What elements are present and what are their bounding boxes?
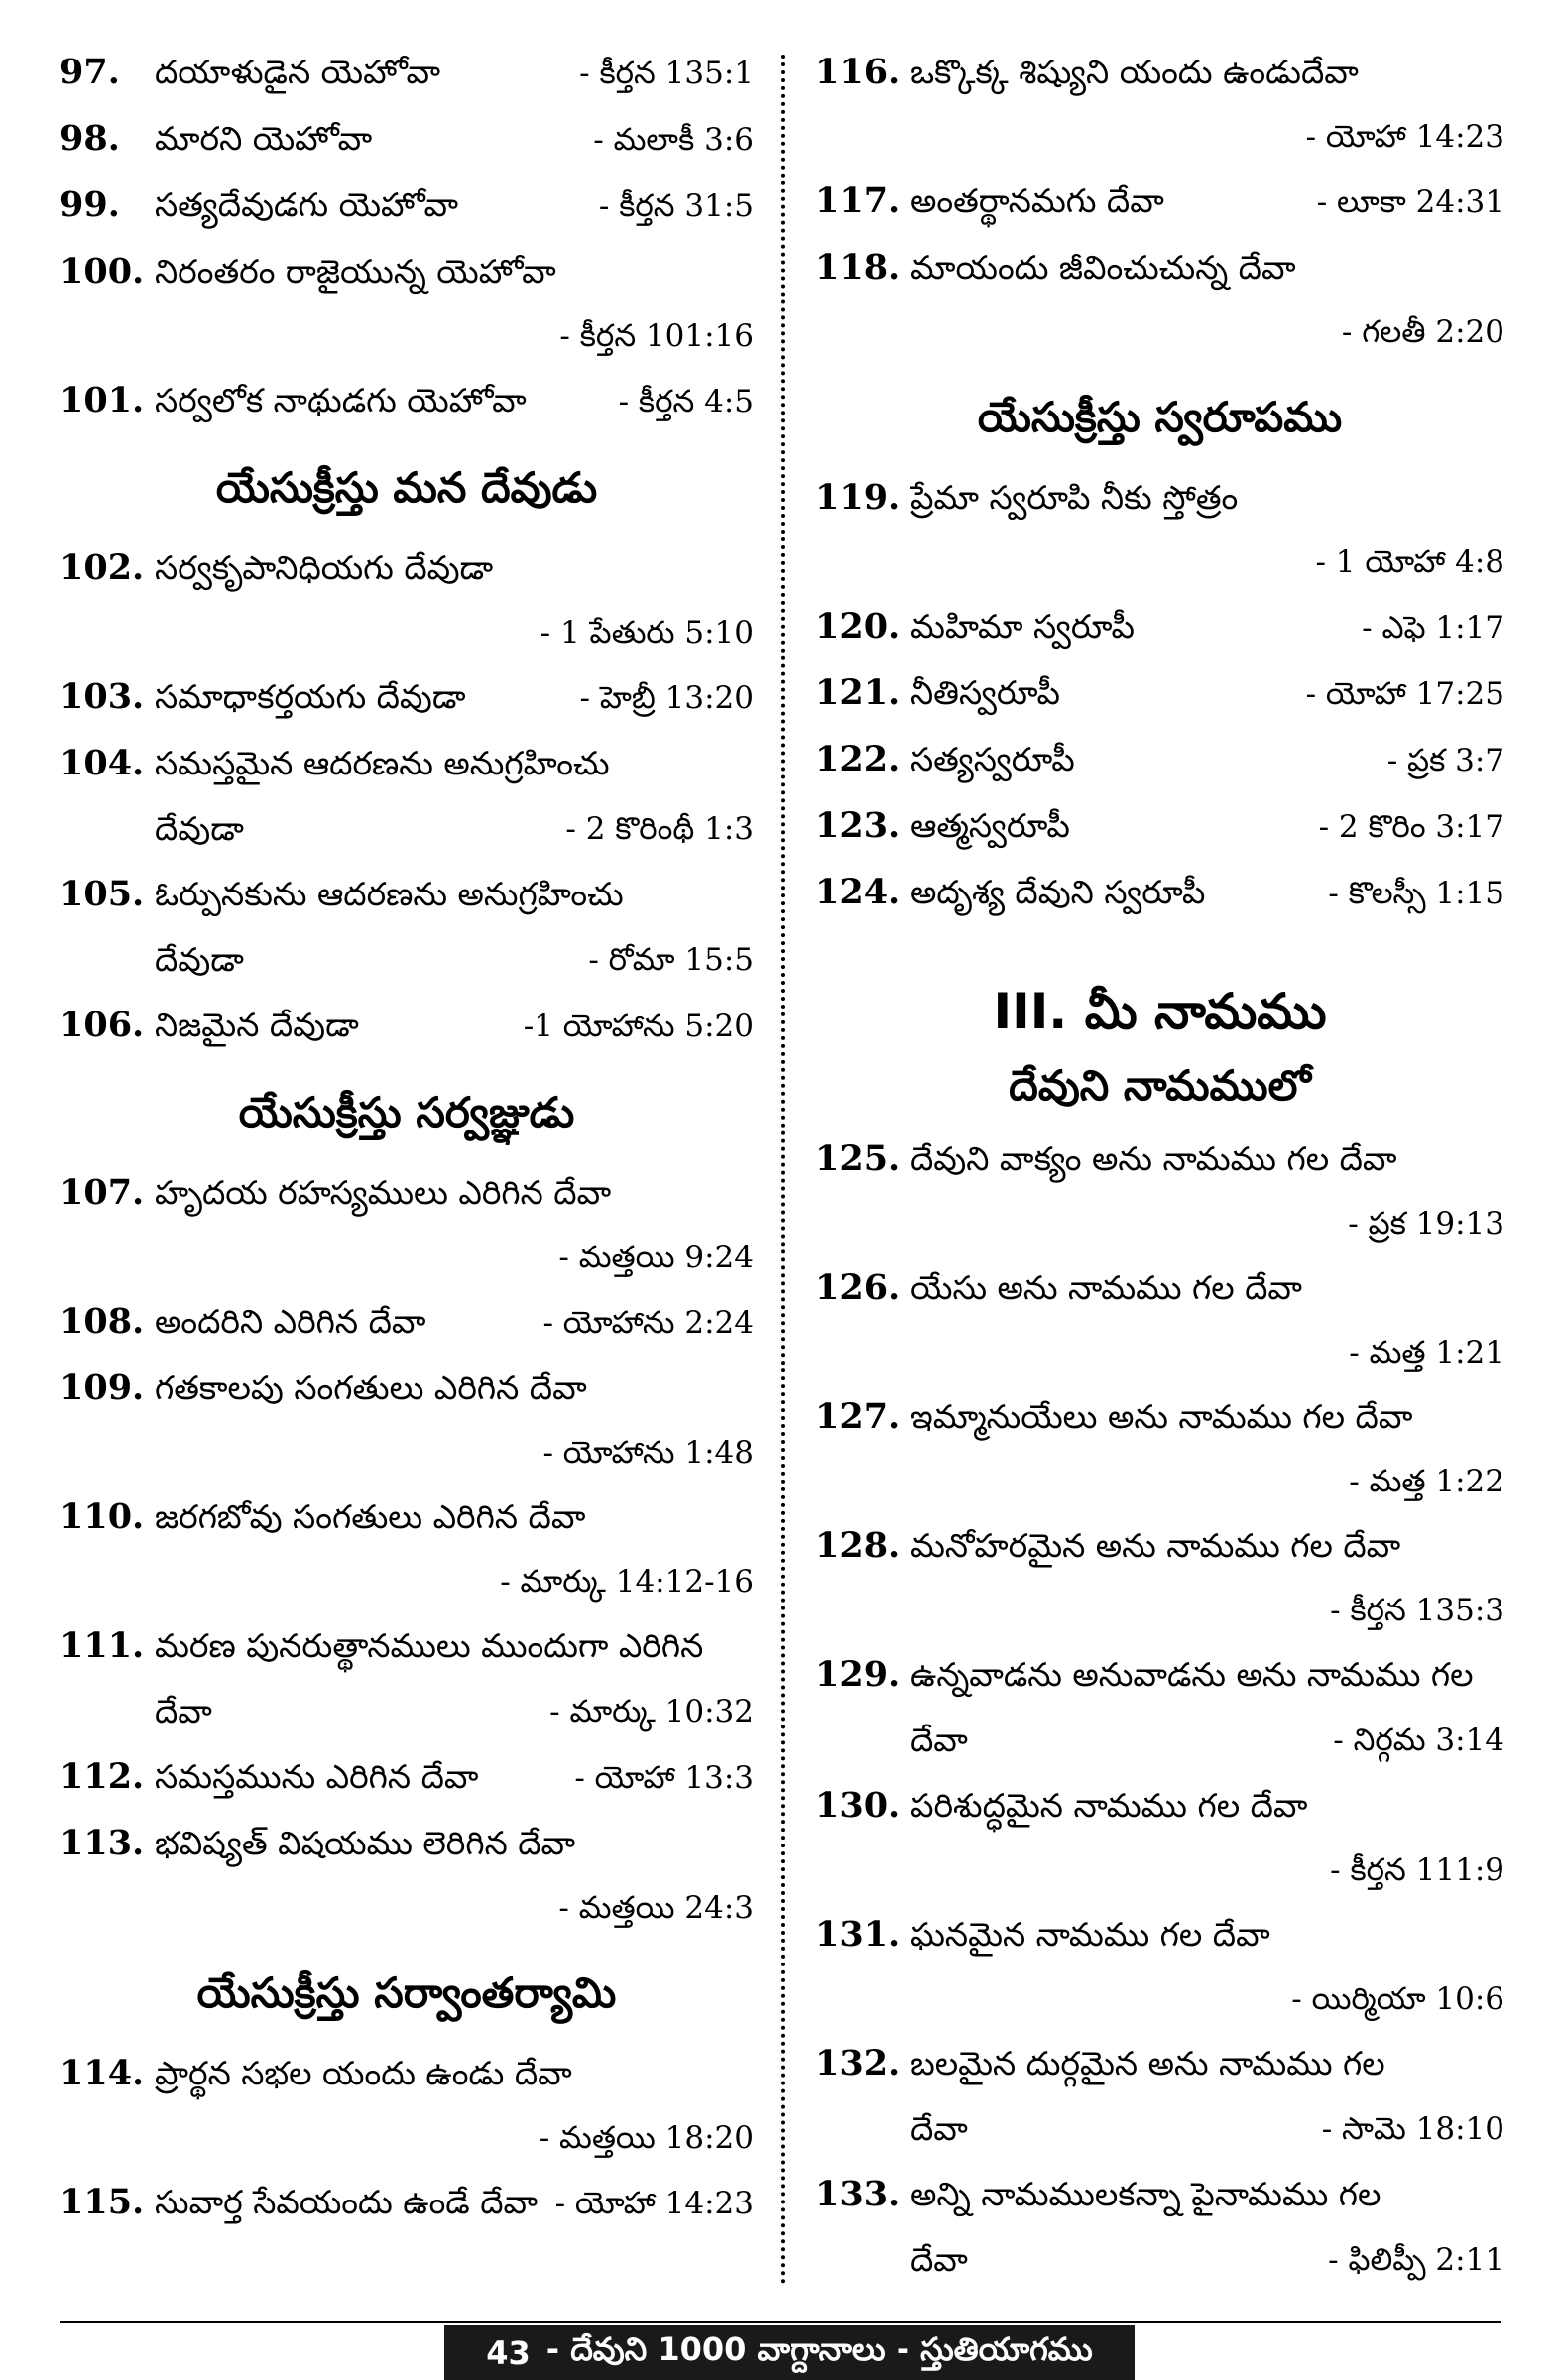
item-text: దయాళుడైన యెహోవా: [155, 53, 441, 91]
item-text: ఒక్కొక్క శిష్యుని యందు ఉండుదేవా: [910, 53, 1359, 91]
verse-reference: - రోమా 15:5: [588, 942, 754, 978]
list-item: [815, 2031, 1504, 2162]
verse-reference: - కొలస్సీ 1:15: [1328, 876, 1504, 911]
list-item: [60, 173, 754, 239]
item-text: సర్వకృపానిధియగు దేవుడా: [155, 548, 494, 587]
verse-reference: - మార్కు 10:32: [549, 1694, 754, 1729]
item-number: 117.: [815, 180, 901, 221]
verse-reference: - కీర్తన 31:5: [598, 188, 754, 224]
chapter-title: III. మీ నామము: [993, 983, 1327, 1040]
item-text: సువార్త సేవయందు ఉండే దేవా: [155, 2183, 539, 2221]
item-number: 116.: [815, 52, 901, 92]
item-text: సమాధాకర్తయగు దేవుడా: [155, 677, 466, 716]
item-number: 98.: [60, 118, 120, 159]
item-number: 115.: [60, 2182, 145, 2222]
item-number: 104.: [60, 743, 145, 783]
list-item: [815, 1255, 1504, 1384]
item-number: 126.: [815, 1267, 901, 1308]
list-item: [815, 660, 1504, 727]
verse-reference: - యోహాను 2:24: [542, 1305, 754, 1341]
list-item: [815, 1902, 1504, 2031]
verse-reference: - 2 కొరిం 3:17: [1318, 809, 1504, 845]
item-number: 130.: [815, 1785, 901, 1826]
item-text-continued: దేవుడా: [155, 940, 244, 979]
item-text: ఓర్పునకును ఆదరణను అనుగ్రహించు: [155, 875, 624, 913]
item-number: 111.: [60, 1625, 145, 1666]
verse-reference: - హెబ్రీ 13:20: [579, 680, 754, 716]
item-number: 114.: [60, 2053, 145, 2093]
footer-rule: [60, 2320, 1501, 2323]
item-text: అదృశ్య దేవుని స్వరూపీ: [910, 873, 1206, 911]
verse-reference: - కీర్తన 111:9: [1330, 1852, 1504, 1888]
verse-reference: - 2 కొరింథీ 1:3: [565, 811, 754, 847]
item-text: మనోహరమైన అను నామము గల దేవా: [910, 1526, 1401, 1565]
item-number: 110.: [60, 1496, 145, 1537]
page-number: 43: [486, 2333, 531, 2372]
item-text: అందరిని ఎరిగిన దేవా: [155, 1302, 426, 1341]
list-item: [815, 727, 1504, 793]
item-text: ఇమ్మానుయేలు అను నామము గల దేవా: [910, 1397, 1413, 1436]
item-text: యేసు అను నామము గల దేవా: [910, 1268, 1302, 1307]
page-footer: [444, 2325, 1135, 2380]
item-number: 121.: [815, 672, 901, 713]
list-item: [815, 2162, 1504, 2293]
item-number: 120.: [815, 606, 901, 647]
section-heading: దేవుని నామములో: [1009, 1061, 1311, 1110]
verse-reference: - గలతీ 2:20: [1341, 314, 1504, 350]
verse-reference: - యోహా 13:3: [574, 1760, 754, 1796]
item-number: 123.: [815, 805, 901, 846]
item-number: 97.: [60, 52, 120, 92]
item-text: ఘనమైన నామము గల దేవా: [910, 1915, 1270, 1954]
verse-reference: - కీర్తన 135:3: [1330, 1593, 1504, 1628]
list-item: [815, 1513, 1504, 1642]
verse-reference: - ఫిలిప్పీ 2:11: [1328, 2242, 1504, 2278]
item-number: 125.: [815, 1138, 901, 1179]
item-number: 100.: [60, 251, 145, 292]
item-text-continued: దేవా: [910, 1721, 968, 1759]
section-heading: యేసుక్రీస్తు స్వరూపము: [977, 393, 1343, 441]
item-number: 99.: [60, 184, 120, 225]
list-item: [60, 1613, 754, 1744]
list-item: [60, 664, 754, 731]
list-item: [815, 1773, 1504, 1902]
item-text: ప్రార్థన సభల యందు ఉండు దేవా: [155, 2054, 572, 2092]
list-item: [60, 40, 754, 106]
section-heading: యేసుక్రీస్తు సర్వజ్ఞుడు: [238, 1088, 575, 1136]
verse-reference: - యిర్మియా 10:6: [1291, 1981, 1504, 2017]
list-item: [815, 169, 1504, 235]
verse-reference: - యోహా 14:23: [554, 2186, 754, 2221]
item-number: 127.: [815, 1396, 901, 1437]
list-item: [815, 465, 1504, 594]
verse-reference: - లూకా 24:31: [1316, 184, 1504, 220]
item-text: పరిశుద్ధమైన నామము గల దేవా: [910, 1786, 1308, 1825]
item-number: 118.: [815, 247, 901, 288]
item-text: దేవుని వాక్యం అను నామము గల దేవా: [910, 1139, 1397, 1178]
verse-reference: - ప్రక 19:13: [1348, 1206, 1504, 1242]
verse-reference: -1 యోహాను 5:20: [523, 1009, 754, 1044]
item-number: 108.: [60, 1301, 145, 1342]
item-number: 106.: [60, 1005, 145, 1045]
item-text: మరణ పునరుత్థానములు ముందుగా ఎరిగిన: [155, 1626, 704, 1665]
section-heading: యేసుక్రీస్తు సర్వాంతర్యామి: [196, 1968, 617, 2017]
item-number: 101.: [60, 380, 145, 420]
list-item: [60, 368, 754, 434]
item-text: బలమైన దుర్గమైన అను నామము గల: [910, 2044, 1385, 2082]
item-text: సర్వలోక నాథుడగు యెహోవా: [155, 381, 527, 419]
list-item: [60, 1744, 754, 1811]
list-item: [815, 1384, 1504, 1513]
item-text-continued: దేవా: [910, 2240, 968, 2279]
item-number: 103.: [60, 676, 145, 717]
list-item: [60, 862, 754, 993]
verse-reference: - మత్తయి 18:20: [539, 2120, 754, 2156]
section-heading: యేసుక్రీస్తు మన దేవుడు: [215, 463, 598, 512]
list-item: [815, 594, 1504, 660]
item-text: మారని యెహోవా: [155, 119, 373, 158]
list-item: [60, 1811, 754, 1940]
list-item: [815, 1127, 1504, 1255]
item-text: ఉన్నవాడను అనువాడను అను నామము గల: [910, 1655, 1474, 1694]
verse-reference: - కీర్తన 135:1: [579, 56, 754, 91]
list-item: [60, 536, 754, 664]
verse-reference: - కీర్తన 4:5: [618, 384, 754, 419]
verse-reference: - 1 యోహా 4:8: [1315, 544, 1504, 580]
verse-reference: - మత్త 1:22: [1349, 1464, 1504, 1499]
list-item: [60, 1485, 754, 1613]
book-title: - దేవుని 1000 వాగ్దానాలు - స్తుతియాగము: [545, 2329, 1093, 2368]
list-item: [60, 2041, 754, 2170]
item-number: 113.: [60, 1823, 145, 1863]
item-number: 109.: [60, 1368, 145, 1408]
list-item: [60, 2170, 754, 2236]
verse-reference: - సామె 18:10: [1321, 2111, 1504, 2147]
item-text: గతకాలపు సంగతులు ఎరిగిన దేవా: [155, 1368, 587, 1407]
item-number: 124.: [815, 872, 901, 912]
verse-reference: - యోహా 14:23: [1305, 119, 1504, 155]
verse-reference: - మలాకీ 3:6: [593, 122, 754, 158]
verse-reference: - ఎఫె 1:17: [1362, 610, 1504, 646]
item-number: 107.: [60, 1172, 145, 1213]
item-number: 119.: [815, 477, 901, 518]
item-text: అన్ని నామములకన్నా పైనామము గల: [910, 2175, 1381, 2213]
item-number: 133.: [815, 2174, 901, 2214]
item-text: సమస్తమును ఎరిగిన దేవా: [155, 1757, 479, 1796]
item-text: నిరంతరం రాజైయున్న యెహోవా: [155, 252, 556, 291]
column-divider: [781, 55, 785, 2286]
item-text: ఆత్మస్వరూపీ: [910, 806, 1070, 845]
item-text: మాయందు జీవించుచున్న దేవా: [910, 248, 1296, 287]
item-text: సత్యస్వరూపీ: [910, 740, 1075, 778]
list-item: [60, 1160, 754, 1289]
right-column: [815, 40, 1504, 2293]
item-text: ప్రేమా స్వరూపి నీకు స్తోత్రం: [910, 478, 1239, 517]
verse-reference: - 1 పేతురు 5:10: [540, 615, 754, 651]
verse-reference: - మార్కు 14:12-16: [500, 1564, 754, 1600]
item-text-continued: దేవుడా: [155, 809, 244, 848]
verse-reference: - యోహాను 1:48: [542, 1435, 754, 1471]
list-item: [815, 1642, 1504, 1773]
verse-reference: - మత్తయి 9:24: [558, 1240, 754, 1275]
item-number: 112.: [60, 1756, 145, 1797]
item-number: 128.: [815, 1525, 901, 1566]
left-column: [60, 40, 754, 2236]
item-number: 129.: [815, 1654, 901, 1695]
list-item: [815, 793, 1504, 860]
item-text: అంతర్థానమగు దేవా: [910, 181, 1164, 220]
list-item: [60, 731, 754, 862]
item-text: నిజమైన దేవుడా: [155, 1006, 359, 1044]
verse-reference: - ప్రక 3:7: [1386, 743, 1504, 778]
list-item: [60, 993, 754, 1059]
item-text: మహిమా స్వరూపీ: [910, 607, 1135, 646]
item-number: 132.: [815, 2043, 901, 2083]
verse-reference: - యోహా 17:25: [1305, 676, 1504, 712]
verse-reference: - మత్త 1:21: [1349, 1335, 1504, 1370]
list-item: [60, 1356, 754, 1485]
verse-reference: - మత్తయి 24:3: [558, 1890, 754, 1926]
list-item: [60, 1289, 754, 1356]
list-item: [815, 40, 1504, 169]
list-item: [815, 860, 1504, 926]
list-item: [60, 239, 754, 368]
item-text: జరగబోవు సంగతులు ఎరిగిన దేవా: [155, 1497, 586, 1536]
verse-reference: - కీర్తన 101:16: [559, 318, 754, 354]
item-text: హృదయ రహస్యములు ఎరిగిన దేవా: [155, 1173, 612, 1212]
item-number: 131.: [815, 1914, 901, 1955]
list-item: [815, 235, 1504, 364]
item-text: సమస్తమైన ఆదరణను అనుగ్రహించు: [155, 744, 610, 782]
item-text-continued: దేవా: [910, 2109, 968, 2148]
item-number: 122.: [815, 739, 901, 779]
list-item: [60, 106, 754, 173]
item-text: భవిష్యత్ విషయము లెరిగిన దేవా: [155, 1824, 576, 1862]
verse-reference: - నిర్గమ 3:14: [1333, 1723, 1504, 1758]
item-text-continued: దేవా: [155, 1692, 212, 1730]
item-number: 105.: [60, 874, 145, 914]
item-text: సత్యదేవుడగు యెహోవా: [155, 185, 459, 224]
item-text: నీతిస్వరూపీ: [910, 673, 1060, 712]
item-number: 102.: [60, 547, 145, 588]
